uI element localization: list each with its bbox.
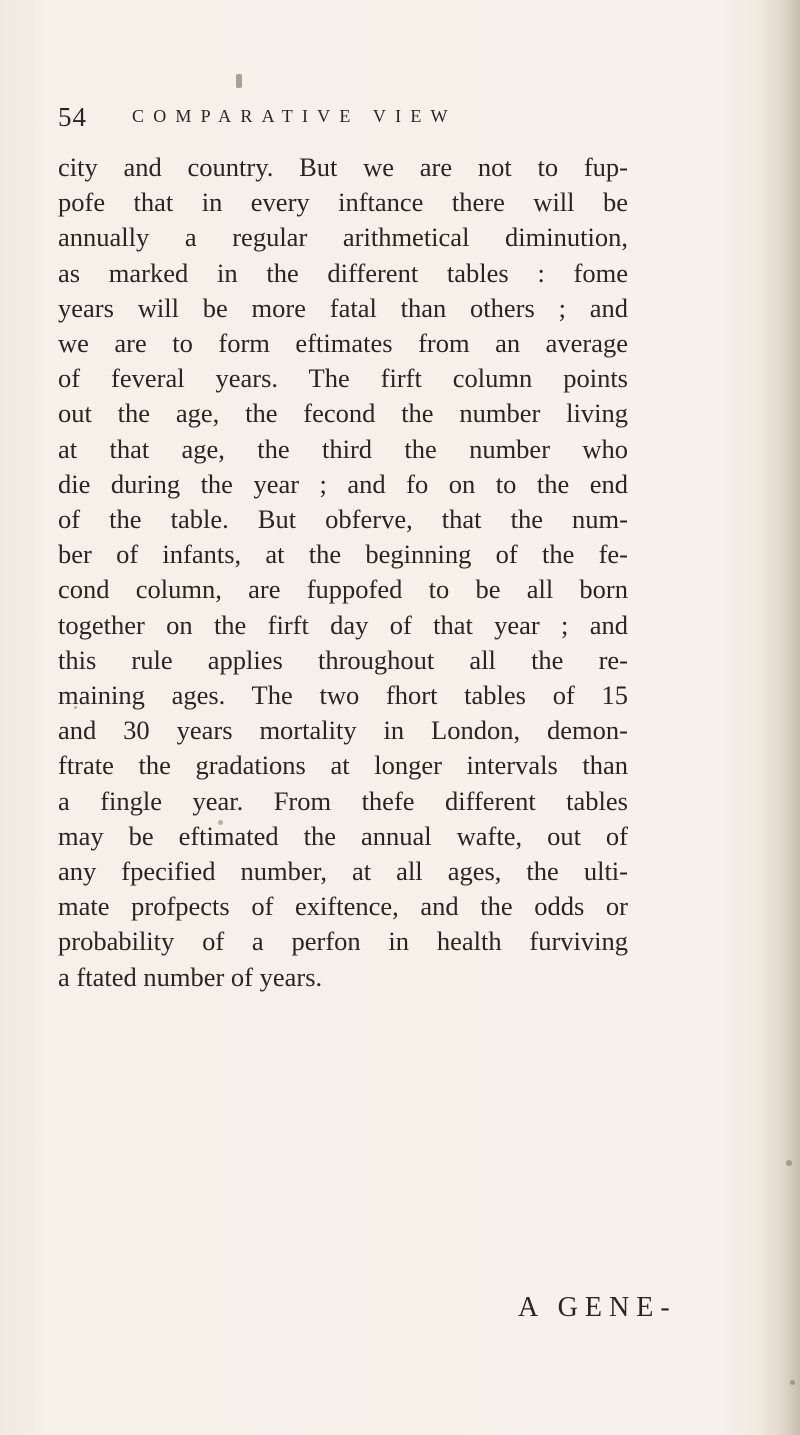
- page-header: [58, 100, 638, 140]
- running-head: COMPARATIVE VIEW: [132, 106, 457, 126]
- text-line: years will be more fatal than others ; and: [58, 292, 628, 323]
- text-line: ftrate the gradations at longer intervals than: [58, 750, 628, 781]
- ink-speck: [236, 74, 242, 88]
- text-line: mate profpects of exiftence, and the odds or: [58, 891, 628, 922]
- text-line: pofe that in every inftance there will be: [58, 187, 628, 218]
- text-line: ber of infants, at the beginning of the fe-: [58, 539, 628, 570]
- text-line: out the age, the fecond the number living: [58, 398, 628, 429]
- text-line: annually a regular arithmetical diminution,: [58, 222, 628, 253]
- text-line: may be eftimated the annual wafte, out of: [58, 820, 628, 851]
- catchword: A GENE-: [518, 1292, 677, 1323]
- text-line: as marked in the different tables : fome: [58, 257, 628, 288]
- text-line: together on the firft day of that year ; and: [58, 609, 628, 640]
- text-line: maining ages. The two fhort tables of 15: [58, 680, 628, 711]
- page-edge-shadow: [760, 0, 800, 1435]
- text-line: and 30 years mortality in London, demon-: [58, 715, 628, 746]
- text-line: die during the year ; and fo on to the end: [58, 468, 628, 499]
- text-line: a fingle year. From thefe different tables: [58, 785, 628, 816]
- text-line: cond column, are fuppofed to be all born: [58, 574, 628, 605]
- text-line: a ftated number of years.: [58, 961, 323, 992]
- text-line: probability of a perfon in health furviving: [58, 926, 628, 957]
- body-text: [58, 150, 628, 995]
- ink-speck: [786, 1160, 792, 1166]
- text-line: of the table. But obferve, that the num-: [58, 504, 628, 535]
- text-line: this rule applies throughout all the re-: [58, 644, 628, 675]
- page-number: 54: [58, 102, 87, 132]
- ink-speck: [790, 1380, 795, 1385]
- text-line: any fpecified number, at all ages, the ulti-: [58, 856, 628, 887]
- text-line: at that age, the third the number who: [58, 433, 628, 464]
- text-line: we are to form eftimates from an average: [58, 328, 628, 359]
- text-line: city and country. But we are not to fup-: [58, 152, 628, 182]
- text-line: of feveral years. The firft column points: [58, 363, 628, 394]
